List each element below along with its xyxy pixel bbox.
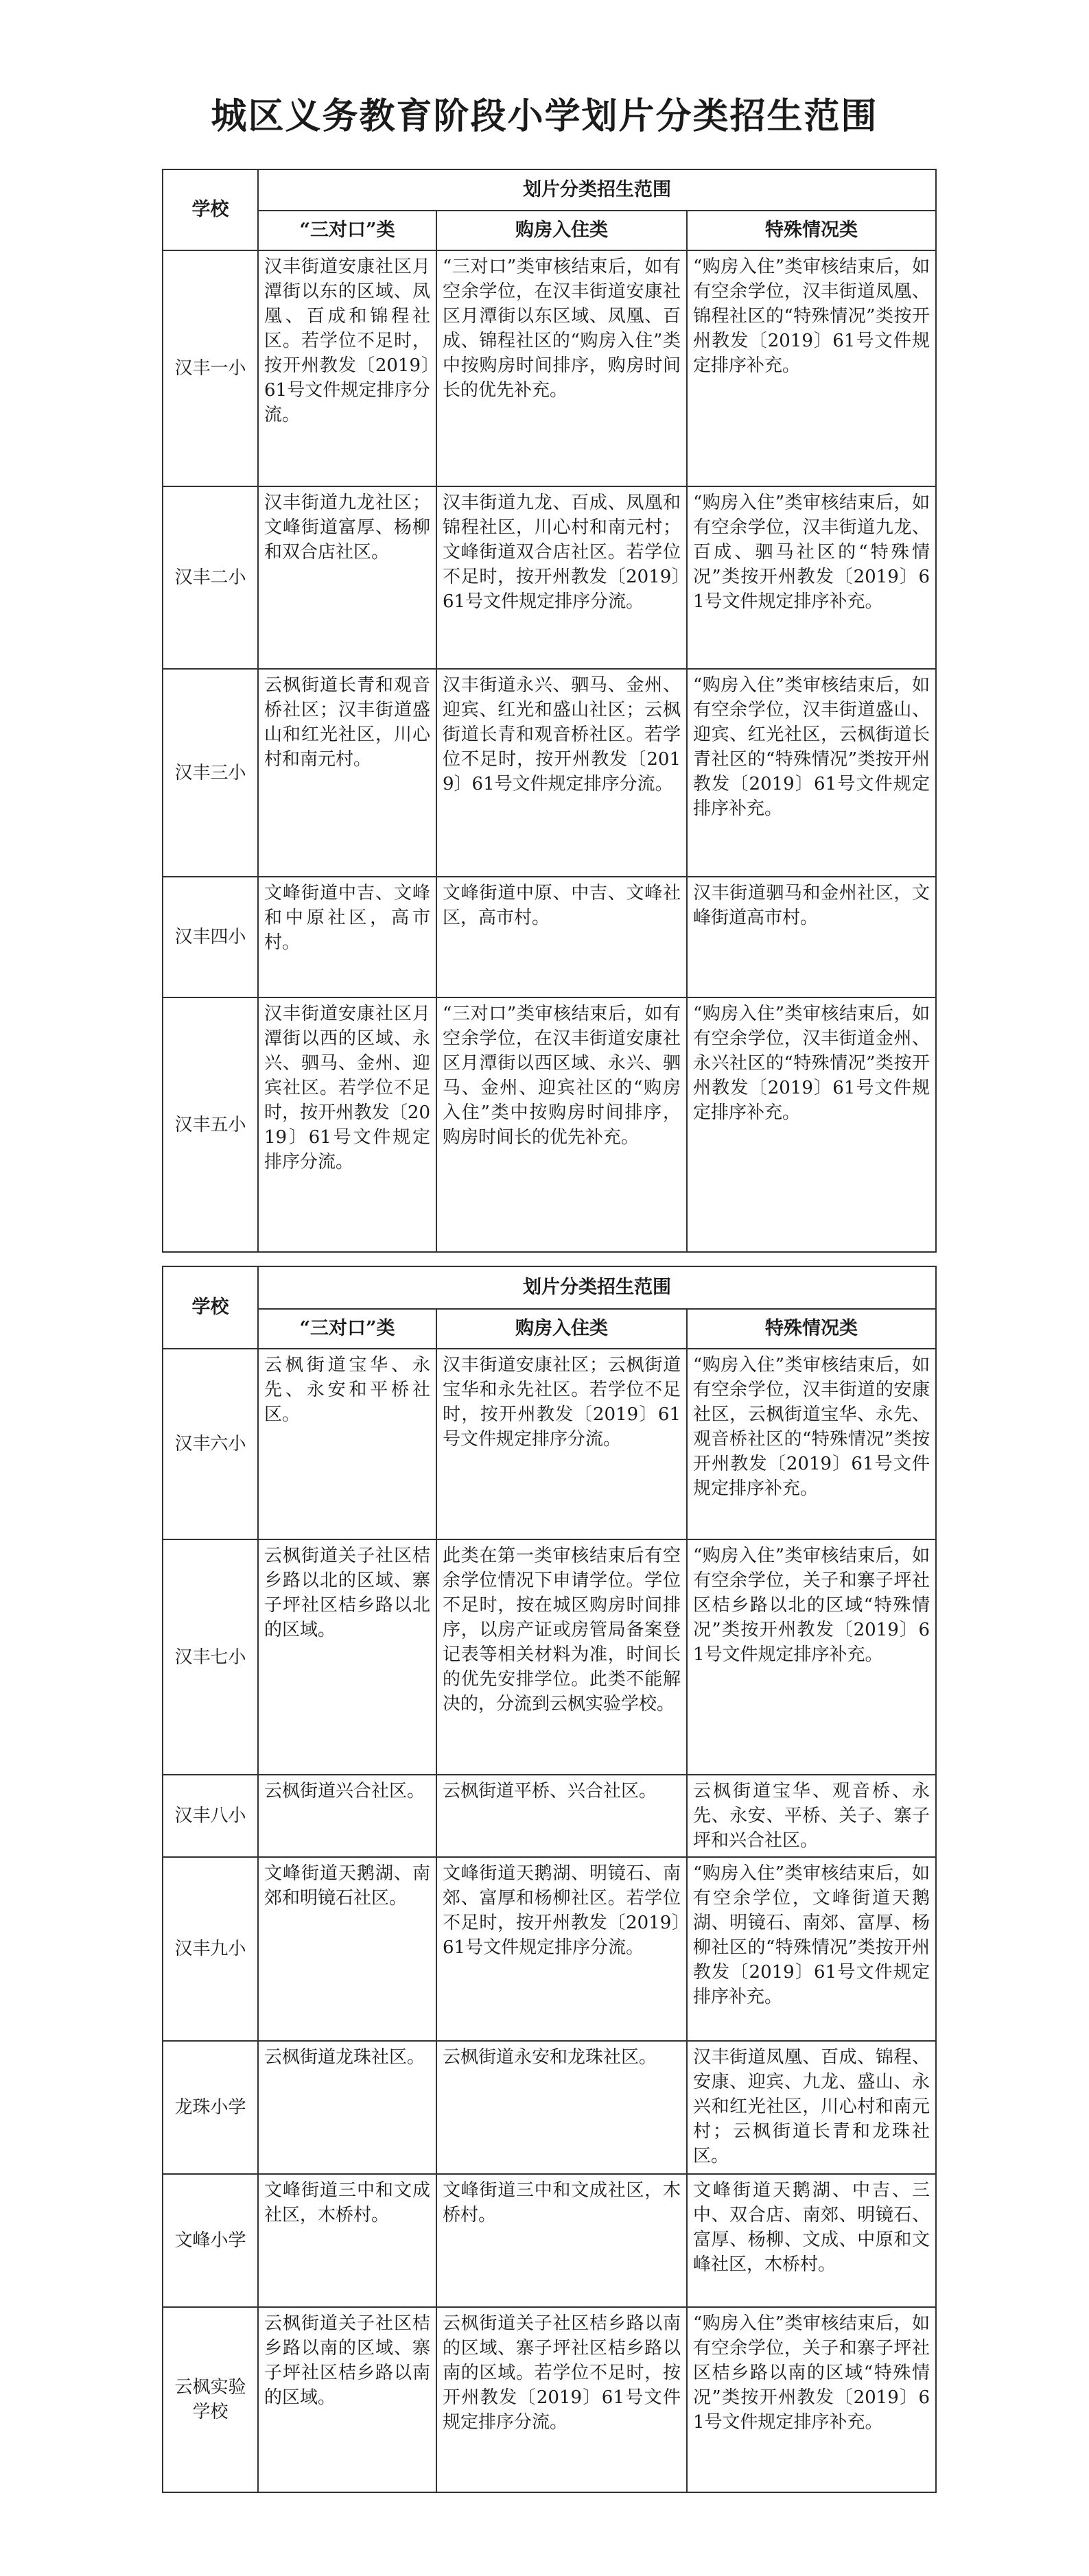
header-range: 划片分类招生范围 bbox=[258, 169, 936, 211]
school-name: 汉丰九小 bbox=[163, 1857, 258, 2041]
school-name: 文峰小学 bbox=[163, 2174, 258, 2307]
cell-cat1: 汉丰街道安康社区月潭街以东的区域、凤凰、百成和锦程社区。若学位不足时，按开州教发〔2019〕61号文件规定排序分流。 bbox=[258, 250, 436, 486]
cell-cat2: “三对口”类审核结束后，如有空余学位，在汉丰街道安康社区月潭街以西区域、永兴、驷马、金州、迎宾社区的“购房入住”类中按购房时间排序，购房时间长的优先补充。 bbox=[436, 997, 687, 1252]
cell-cat2: 文峰街道三中和文成社区，木桥村。 bbox=[436, 2174, 687, 2307]
school-name: 龙珠小学 bbox=[163, 2041, 258, 2174]
cell-cat3: 云枫街道宝华、观音桥、永先、永安、平桥、关子、寨子坪和兴合社区。 bbox=[687, 1775, 936, 1857]
cell-cat1: 云枫街道宝华、永先、永安和平桥社区。 bbox=[258, 1349, 436, 1539]
school-name: 云枫实验学校 bbox=[163, 2307, 258, 2492]
cell-cat1: 文峰街道中吉、文峰和中原社区，高市村。 bbox=[258, 877, 436, 997]
header-cat1: “三对口”类 bbox=[258, 1309, 436, 1349]
cell-cat2: 汉丰街道安康社区；云枫街道宝华和永先社区。若学位不足时，按开州教发〔2019〕61号文件规定排序分流。 bbox=[436, 1349, 687, 1539]
header-cat2: 购房入住类 bbox=[436, 211, 687, 250]
cell-cat1: 文峰街道天鹅湖、南郊和明镜石社区。 bbox=[258, 1857, 436, 2041]
cell-cat2: 云枫街道平桥、兴合社区。 bbox=[436, 1775, 687, 1857]
cell-cat1: 文峰街道三中和文成社区，木桥村。 bbox=[258, 2174, 436, 2307]
table-row bbox=[163, 2174, 936, 2307]
cell-cat3: “购房入住”类审核结束后，如有空余学位，汉丰街道盛山、迎宾、红光社区，云枫街道长青社区的“特殊情况”类按开州教发〔2019〕61号文件规定排序补充。 bbox=[687, 669, 936, 877]
table-row bbox=[163, 877, 936, 997]
cell-cat3: “购房入住”类审核结束后，如有空余学位，汉丰街道九龙、百成、驷马社区的“特殊情况”类按开州教发〔2019〕61号文件规定排序补充。 bbox=[687, 486, 936, 669]
cell-cat3: “购房入住”类审核结束后，如有空余学位，汉丰街道的安康社区，云枫街道宝华、永先、观音桥社区的“特殊情况”类按开州教发〔2019〕61号文件规定排序补充。 bbox=[687, 1349, 936, 1539]
enrollment-table-part-2 bbox=[162, 1266, 937, 2493]
table-row bbox=[163, 1539, 936, 1775]
enrollment-table-part-1 bbox=[162, 169, 937, 1253]
cell-cat1: 云枫街道关子社区桔乡路以南的区域、寨子坪社区桔乡路以南的区域。 bbox=[258, 2307, 436, 2492]
cell-cat1: 云枫街道长青和观音桥社区；汉丰街道盛山和红光社区，川心村和南元村。 bbox=[258, 669, 436, 877]
cell-cat1: 汉丰街道安康社区月潭街以西的区域、永兴、驷马、金州、迎宾社区。若学位不足时，按开州教发〔2019〕61号文件规定排序分流。 bbox=[258, 997, 436, 1252]
cell-cat2: 汉丰街道九龙、百成、凤凰和锦程社区，川心村和南元村；文峰街道双合店社区。若学位不足时，按开州教发〔2019〕61号文件规定排序分流。 bbox=[436, 486, 687, 669]
cell-cat1: 云枫街道龙珠社区。 bbox=[258, 2041, 436, 2174]
header-cat3: 特殊情况类 bbox=[687, 1309, 936, 1349]
cell-cat3: “购房入住”类审核结束后，如有空余学位，关子和寨子坪社区桔乡路以南的区域“特殊情况”类按开州教发〔2019〕61号文件规定排序补充。 bbox=[687, 2307, 936, 2492]
header-range: 划片分类招生范围 bbox=[258, 1266, 936, 1309]
cell-cat1: 云枫街道兴合社区。 bbox=[258, 1775, 436, 1857]
cell-cat2: 文峰街道天鹅湖、明镜石、南郊、富厚和杨柳社区。若学位不足时，按开州教发〔2019〕61号文件规定排序分流。 bbox=[436, 1857, 687, 2041]
cell-cat3: 汉丰街道凤凰、百成、锦程、安康、迎宾、九龙、盛山、永兴和红光社区，川心村和南元村；云枫街道长青和龙珠社区。 bbox=[687, 2041, 936, 2174]
cell-cat3: “购房入住”类审核结束后，如有空余学位，关子和寨子坪社区桔乡路以北的区域“特殊情况”类按开州教发〔2019〕61号文件规定排序补充。 bbox=[687, 1539, 936, 1775]
cell-cat2: 文峰街道中原、中吉、文峰社区，高市村。 bbox=[436, 877, 687, 997]
table-row bbox=[163, 2041, 936, 2174]
school-name: 汉丰六小 bbox=[163, 1349, 258, 1539]
cell-cat2: “三对口”类审核结束后，如有空余学位，在汉丰街道安康社区月潭街以东区域、凤凰、百成、锦程社区的“购房入住”类中按购房时间排序，购房时间长的优先补充。 bbox=[436, 250, 687, 486]
cell-cat2: 云枫街道永安和龙珠社区。 bbox=[436, 2041, 687, 2174]
table-row bbox=[163, 250, 936, 486]
table-row bbox=[163, 2307, 936, 2492]
page-title: 城区义务教育阶段小学划片分类招生范围 bbox=[211, 95, 878, 137]
cell-cat3: “购房入住”类审核结束后，如有空余学位，汉丰街道金州、永兴社区的“特殊情况”类按开州教发〔2019〕61号文件规定排序补充。 bbox=[687, 997, 936, 1252]
table-row bbox=[163, 486, 936, 669]
school-name: 汉丰四小 bbox=[163, 877, 258, 997]
table-row bbox=[163, 1349, 936, 1539]
cell-cat3: “购房入住”类审核结束后，如有空余学位，文峰街道天鹅湖、明镜石、南郊、富厚、杨柳社区的“特殊情况”类按开州教发〔2019〕61号文件规定排序补充。 bbox=[687, 1857, 936, 2041]
cell-cat3: 文峰街道天鹅湖、中吉、三中、双合店、南郊、明镜石、富厚、杨柳、文成、中原和文峰社区，木桥村。 bbox=[687, 2174, 936, 2307]
cell-cat2: 云枫街道关子社区桔乡路以南的区域、寨子坪社区桔乡路以南的区域。若学位不足时，按开州教发〔2019〕61号文件规定排序分流。 bbox=[436, 2307, 687, 2492]
table-row bbox=[163, 669, 936, 877]
header-cat2: 购房入住类 bbox=[436, 1309, 687, 1349]
table-row bbox=[163, 997, 936, 1252]
school-name: 汉丰八小 bbox=[163, 1775, 258, 1857]
school-name: 汉丰七小 bbox=[163, 1539, 258, 1775]
header-school: 学校 bbox=[163, 169, 258, 250]
cell-cat3: “购房入住”类审核结束后，如有空余学位，汉丰街道凤凰、锦程社区的“特殊情况”类按开州教发〔2019〕61号文件规定排序补充。 bbox=[687, 250, 936, 486]
school-name: 汉丰二小 bbox=[163, 486, 258, 669]
school-name: 汉丰一小 bbox=[163, 250, 258, 486]
header-school: 学校 bbox=[163, 1266, 258, 1349]
table-row bbox=[163, 1857, 936, 2041]
header-cat1: “三对口”类 bbox=[258, 211, 436, 250]
cell-cat3: 汉丰街道驷马和金州社区，文峰街道高市村。 bbox=[687, 877, 936, 997]
school-name: 汉丰五小 bbox=[163, 997, 258, 1252]
school-name: 汉丰三小 bbox=[163, 669, 258, 877]
cell-cat2: 此类在第一类审核结束后有空余学位情况下申请学位。学位不足时，按在城区购房时间排序，以房产证或房管局备案登记表等相关材料为准，时间长的优先安排学位。此类不能解决的，分流到云枫实验学校。 bbox=[436, 1539, 687, 1775]
header-cat3: 特殊情况类 bbox=[687, 211, 936, 250]
cell-cat1: 汉丰街道九龙社区；文峰街道富厚、杨柳和双合店社区。 bbox=[258, 486, 436, 669]
cell-cat2: 汉丰街道永兴、驷马、金州、迎宾、红光和盛山社区；云枫街道长青和观音桥社区。若学位不足时，按开州教发〔2019〕61号文件规定排序分流。 bbox=[436, 669, 687, 877]
cell-cat1: 云枫街道关子社区桔乡路以北的区域、寨子坪社区桔乡路以北的区域。 bbox=[258, 1539, 436, 1775]
table-row bbox=[163, 1775, 936, 1857]
